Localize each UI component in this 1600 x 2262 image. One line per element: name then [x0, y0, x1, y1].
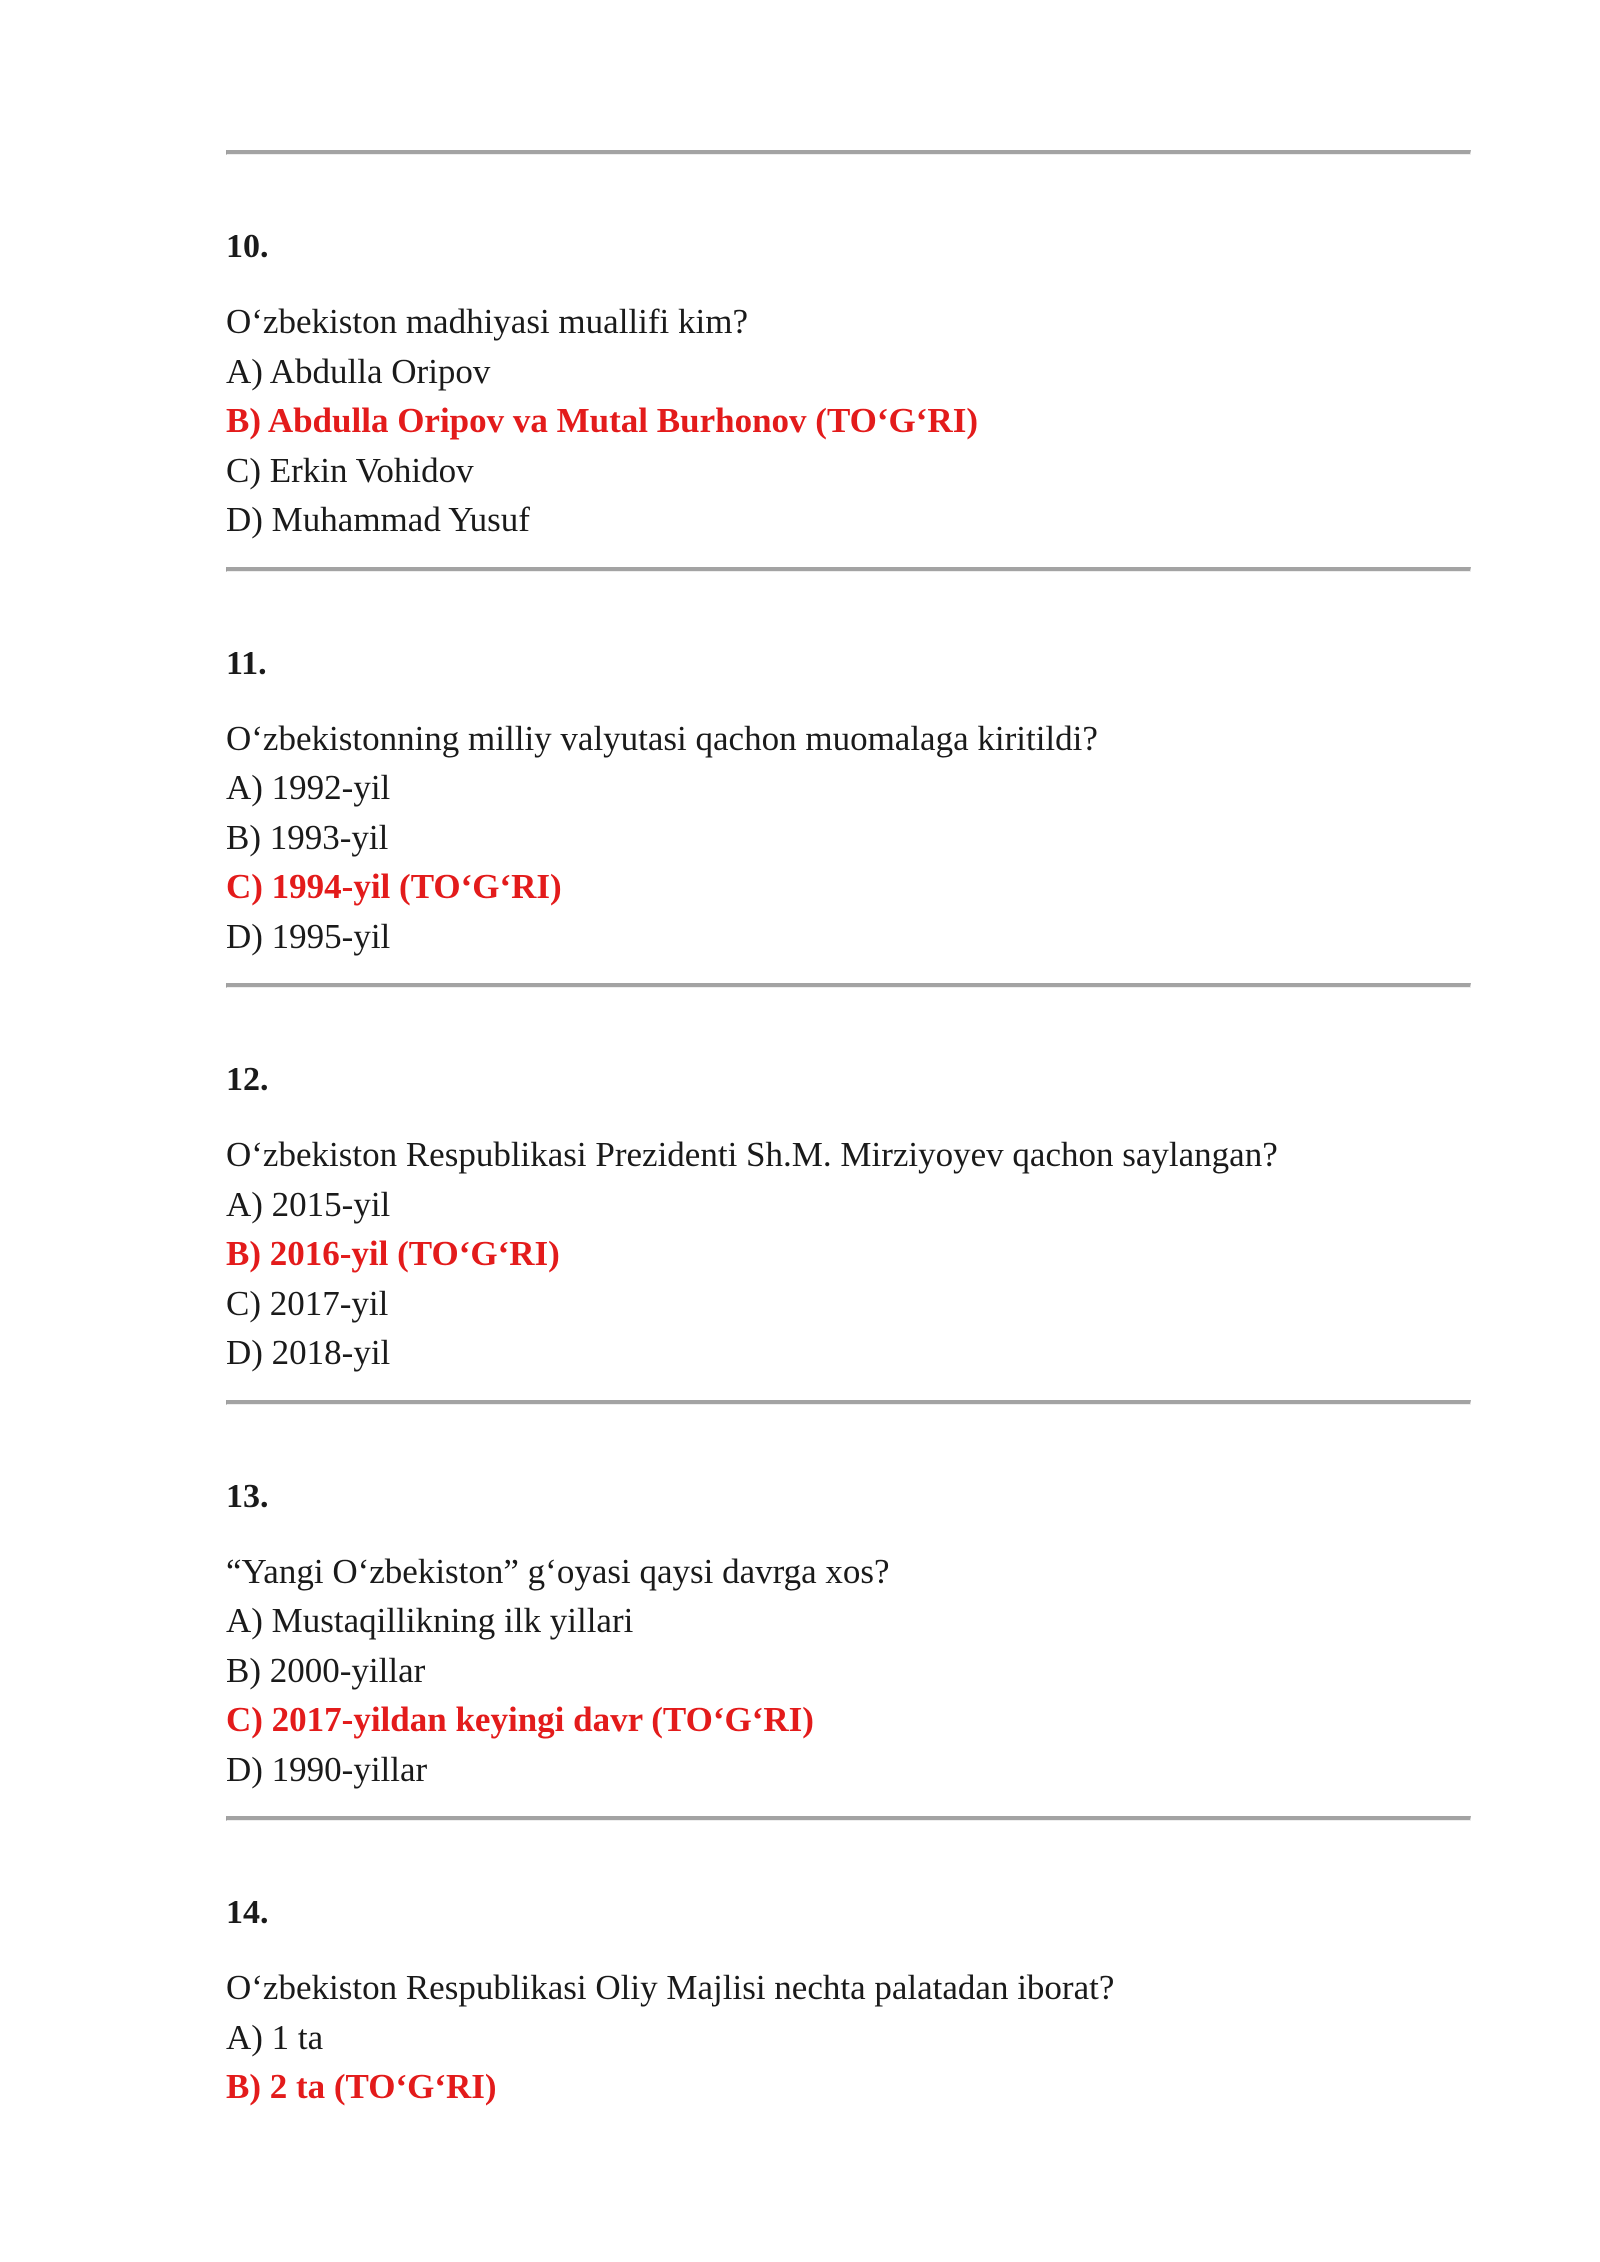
question-number: 13. [226, 1477, 269, 1515]
question-number: 14. [226, 1894, 269, 1931]
answer-option-a: A) Mustaqillikning ilk yillari [226, 1601, 634, 1640]
question-11 [226, 572, 1471, 984]
question-number: 11. [226, 644, 267, 682]
answer-option-a: A) Abdulla Oripov [226, 351, 491, 391]
question-14 [226, 1821, 1471, 2134]
answer-option-b-correct: B) 2016-yil (TO‘G‘RI) [226, 1234, 560, 1273]
answer-option-c: C) 2017-yil [226, 1283, 389, 1323]
answer-option-c: C) Erkin Vohidov [226, 450, 474, 490]
answer-option-b: B) 2000-yillar [226, 1650, 426, 1690]
answer-option-c-correct: C) 2017-yildan keyingi davr (TO‘G‘RI) [226, 1700, 814, 1739]
answer-option-c-correct: C) 1994-yil (TO‘G‘RI) [226, 867, 562, 906]
question-10 [226, 155, 1471, 567]
question-number: 10. [226, 228, 269, 265]
question-text: O‘zbekistonning milliy valyutasi qachon muomalaga kiritildi? [226, 718, 1098, 758]
answer-option-a: A) 1 ta [226, 2017, 324, 2057]
answer-option-b: B) 1993-yil [226, 817, 389, 857]
question-12 [226, 988, 1471, 1400]
answer-option-a: A) 2015-yil [226, 1184, 391, 1224]
answer-option-d: D) 1990-yillar [226, 1749, 428, 1789]
question-13 [226, 1405, 1471, 1817]
question-number: 12. [226, 1061, 269, 1098]
question-text: “Yangi O‘zbekiston” g‘oyasi qaysi davrga xos? [226, 1551, 890, 1591]
answer-option-b-correct: B) Abdulla Oripov va Mutal Burhonov (TO‘G‘RI) [226, 401, 978, 440]
answer-option-d: D) 2018-yil [226, 1333, 391, 1372]
quiz-page [226, 150, 1471, 2134]
answer-option-d: D) Muhammad Yusuf [226, 500, 530, 539]
answer-option-b-correct: B) 2 ta (TO‘G‘RI) [226, 2067, 497, 2106]
question-text: O‘zbekiston Respublikasi Oliy Majlisi nechta palatadan iborat? [226, 1968, 1115, 2007]
answer-option-a: A) 1992-yil [226, 768, 391, 807]
answer-option-d: D) 1995-yil [226, 916, 391, 956]
question-text: O‘zbekiston Respublikasi Prezidenti Sh.M. Mirziyoyev qachon saylangan? [226, 1135, 1278, 1174]
question-text: O‘zbekiston madhiyasi muallifi kim? [226, 302, 748, 341]
